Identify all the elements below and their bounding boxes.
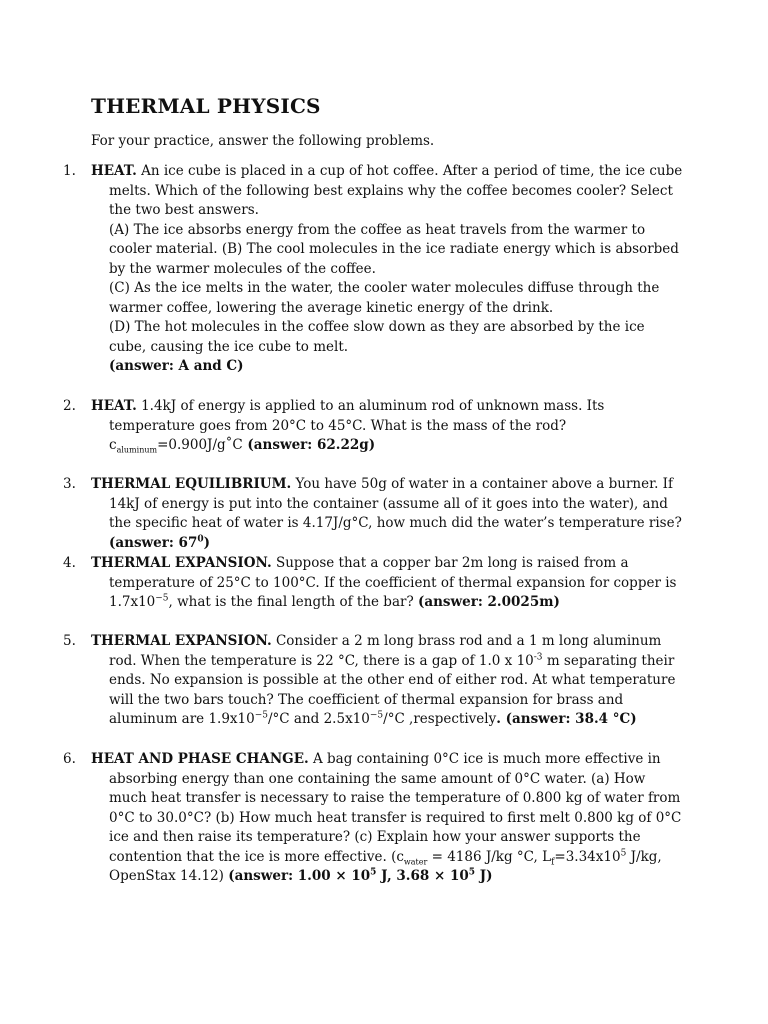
problem-number: 2. (63, 398, 76, 414)
text-segment: J/kg, OpenStax 14.12) (109, 848, 662, 884)
problem-number: 4. (63, 555, 76, 571)
text-segment: /°C ,respectively (383, 711, 497, 727)
answer-superscript: 5 (468, 867, 476, 878)
problem-number: 6. (63, 751, 76, 767)
answer: (answer: 62.22g) (242, 437, 376, 453)
answer-close: ) (203, 534, 210, 551)
superscript: -3 (533, 652, 543, 662)
text-segment: A bag containing 0°C ice is much more effective in absorbing energy than one containing the same amount of 0°C water. (a) How much heat transfer is necessary to raise the temperature of 0.800 kg of water from 0°C to 30.0°C? (b) How much heat transfer is required to first melt 0.800 kg of 0°C ice and then raise its temperature? (c) Explain how your answer supports the contention that the ice is more effective. ( (109, 751, 682, 865)
specific-heat-subscript: aluminum (116, 445, 158, 455)
text-segment: Consider a 2 m long brass rod and a 1 m long aluminum rod. When the temperature is 22 °C, there is a gap of 1.0 x 10 (109, 633, 662, 669)
answer-superscript: 5 (370, 867, 377, 878)
latent-heat-subscript: f (551, 857, 555, 868)
text-segment: Suppose that a copper bar 2m long is raised from a temperature of 25°C to 100°C. If the coefficient of thermal expansion for copper is 1.7x10 (109, 555, 677, 610)
option-d: (D) The hot molecules in the coffee slow down as they are absorbed by the ice cube, causing the ice cube to melt. (109, 319, 645, 355)
option-c: (C) As the ice melts in the water, the cooler water molecules diffuse through the warmer coffee, lowering the average kinetic energy of the drink. (109, 280, 660, 316)
specific-heat-value: =0.900J/g˚C (157, 437, 243, 453)
superscript: 5 (620, 848, 627, 858)
problem-6 (63, 750, 683, 887)
answer-text: J, 3.68 × 10 (376, 868, 469, 884)
text-segment: 1.4kJ of energy is applied to an aluminum rod of unknown mass. Its temperature goes from 20°C to 45°C. What is the mass of the rod? (109, 398, 605, 434)
answer: (answer: A and C) (109, 358, 244, 374)
problem-4 (63, 554, 683, 613)
answer-text: (answer: 1.00 × 10 (228, 868, 371, 884)
problem-2 (63, 397, 683, 456)
option-a: (A) The ice absorbs energy from the coffee as heat travels from the warmer to cooler material. (109, 221, 646, 257)
answer (228, 868, 492, 884)
specific-heat-symbol: c (109, 437, 117, 453)
answer-text: J) (475, 868, 493, 884)
problem-text (91, 750, 683, 887)
intro-text: For your practice, answer the following problems. (91, 133, 435, 149)
problem-text (91, 475, 683, 553)
page-title: THERMAL PHYSICS (91, 94, 321, 118)
answer: (answer: 2.0025m) (417, 594, 560, 610)
problem-keyword: HEAT. (91, 398, 137, 414)
options-ab (91, 221, 683, 280)
problem-keyword: HEAT. (91, 163, 137, 179)
problem-text (91, 554, 683, 613)
text-segment: m separating their ends. No expansion is possible at the other end of either rod. At what temperature will the two bars touch? The coefficient of thermal expansion for brass and aluminum are 1.9x10 (109, 652, 676, 727)
problem-keyword: THERMAL EXPANSION. (91, 633, 272, 649)
superscript: −5 (254, 710, 268, 721)
problem-number: 3. (63, 476, 76, 492)
superscript: −5 (155, 593, 169, 604)
text-segment: /°C and 2.5x10 (268, 711, 370, 727)
answer: . (answer: 38.4 °C) (496, 711, 637, 727)
problem-stem (91, 162, 683, 221)
problem-keyword: HEAT AND PHASE CHANGE. (91, 751, 309, 767)
text-segment: = 4186 J/kg °C, L (427, 848, 552, 865)
problem-number: 1. (63, 163, 76, 179)
problem-text (91, 397, 683, 456)
answer (109, 535, 210, 551)
option-b: (B) The cool molecules in the ice radiate energy which is absorbed by the warmer molecules of the coffee. (109, 241, 679, 277)
problem-3 (63, 475, 683, 553)
answer-superscript: 0 (197, 534, 204, 544)
stem-text: An ice cube is placed in a cup of hot coffee. After a period of time, the ice cube melts. Which of the following best explains why the coffee becomes cooler? Select the two best answers. (109, 163, 683, 218)
text-segment: =3.34x10 (554, 848, 621, 865)
specific-heat-symbol: c (396, 848, 404, 865)
problem-keyword: THERMAL EXPANSION. (91, 555, 272, 571)
answer-text: (answer: 67 (109, 534, 198, 551)
text-segment: You have 50g of water in a container above a burner. If 14kJ of energy is put into the container (assume all of it goes into the water), and the specific heat of water is 4.17J/g°C, how much did the water’s temperature rise? (109, 476, 682, 531)
problem-number: 5. (63, 633, 76, 649)
specific-heat-subscript: water (403, 857, 428, 867)
superscript: −5 (369, 710, 384, 721)
problem-5 (63, 632, 683, 730)
problem-keyword: THERMAL EQUILIBRIUM. (91, 476, 292, 492)
problem-1 (63, 162, 683, 377)
text-segment: , what is the final length of the bar? (168, 594, 418, 610)
problem-text (91, 632, 683, 730)
